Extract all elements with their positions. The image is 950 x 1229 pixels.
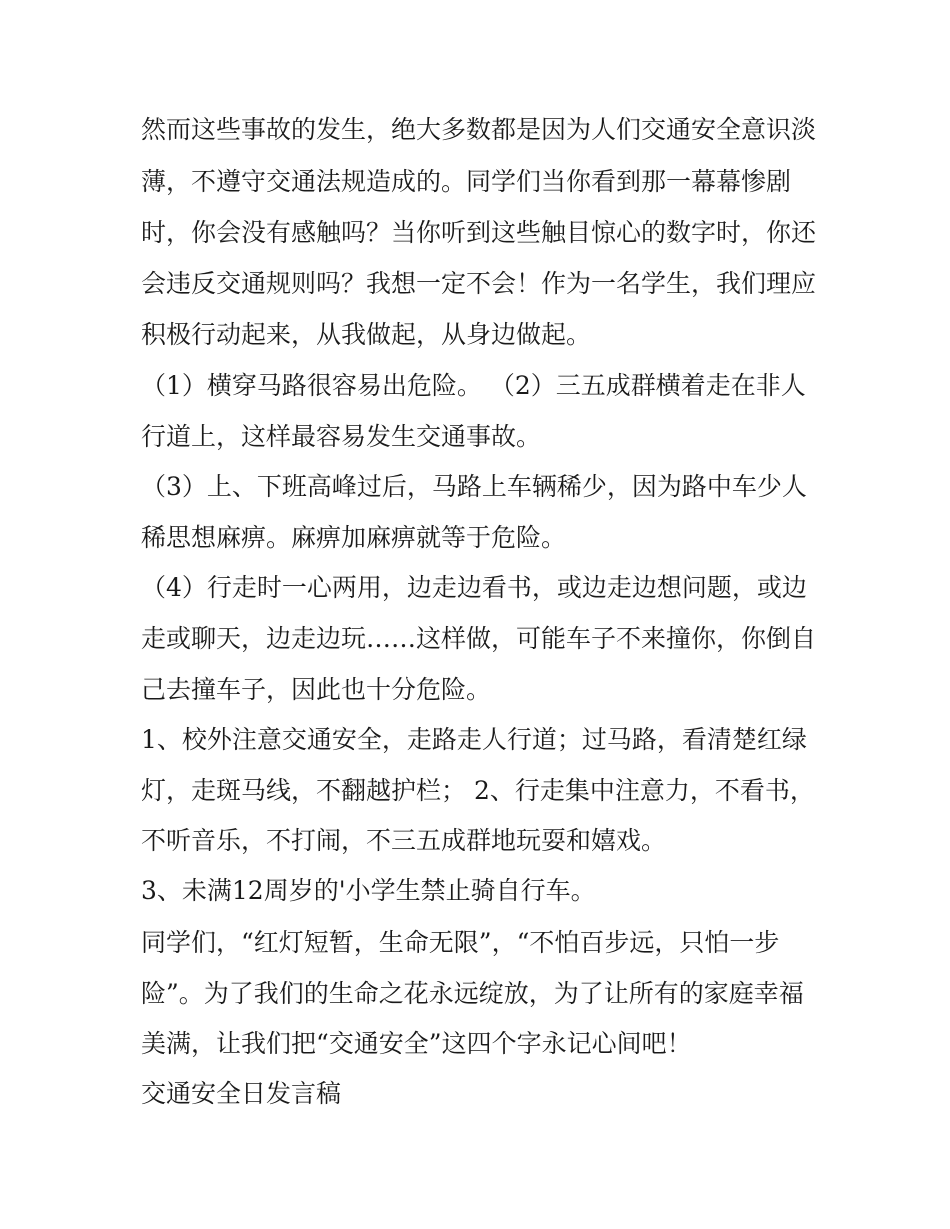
text-line-19: 美满，让我们把“交通安全”这四个字永记心间吧！ bbox=[141, 1029, 692, 1058]
text-line-6: （1）横穿马路很容易出危险。 （2）三五成群横着走在非人 bbox=[141, 371, 806, 400]
text-line-8: （3）上、下班高峰过后，马路上车辆稀少，因为路中车少人 bbox=[141, 472, 807, 501]
text-line-14: 灯，走斑马线，不翻越护栏； 2、行走集中注意力，不看书， bbox=[141, 776, 815, 805]
text-line-11: 走或聊天，边走边玩……这样做，可能车子不来撞你，你倒自 bbox=[141, 624, 817, 653]
text-line-7: 行道上，这样最容易发生交通事故。 bbox=[141, 422, 542, 451]
text-line-20: 交通安全日发言稿 bbox=[141, 1079, 342, 1108]
text-line-13: 1、校外注意交通安全，走路走人行道；过马路，看清楚红绿 bbox=[141, 725, 807, 754]
text-line-12: 己去撞车子，因此也十分危险。 bbox=[141, 675, 492, 704]
text-line-5: 积极行动起来，从我做起，从身边做起。 bbox=[141, 320, 592, 349]
text-line-2: 薄，不遵守交通法规造成的。同学们当你看到那一幕幕惨剧 bbox=[141, 167, 792, 196]
text-line-15: 不听音乐，不打闹，不三五成群地玩耍和嬉戏。 bbox=[141, 826, 667, 855]
text-line-3: 时，你会没有感触吗？当你听到这些触目惊心的数字时，你还 bbox=[141, 218, 817, 247]
text-line-18: 险”。为了我们的生命之花永远绽放，为了让所有的家庭幸福 bbox=[141, 979, 804, 1008]
text-line-10: （4）行走时一心两用，边走边看书，或边走边想问题，或边 bbox=[141, 573, 807, 602]
text-line-1: 然而这些事故的发生，绝大多数都是因为人们交通安全意识淡 bbox=[141, 115, 817, 144]
text-line-16: 3、未满12周岁的'小学生禁止骑自行车。 bbox=[141, 876, 596, 905]
text-line-4: 会违反交通规则吗？我想一定不会！作为一名学生，我们理应 bbox=[141, 269, 817, 298]
text-line-9: 稀思想麻痹。麻痹加麻痹就等于危险。 bbox=[141, 523, 567, 552]
text-line-17: 同学们，“红灯短暂，生命无限”，“不怕百步远，只怕一步 bbox=[141, 928, 780, 957]
